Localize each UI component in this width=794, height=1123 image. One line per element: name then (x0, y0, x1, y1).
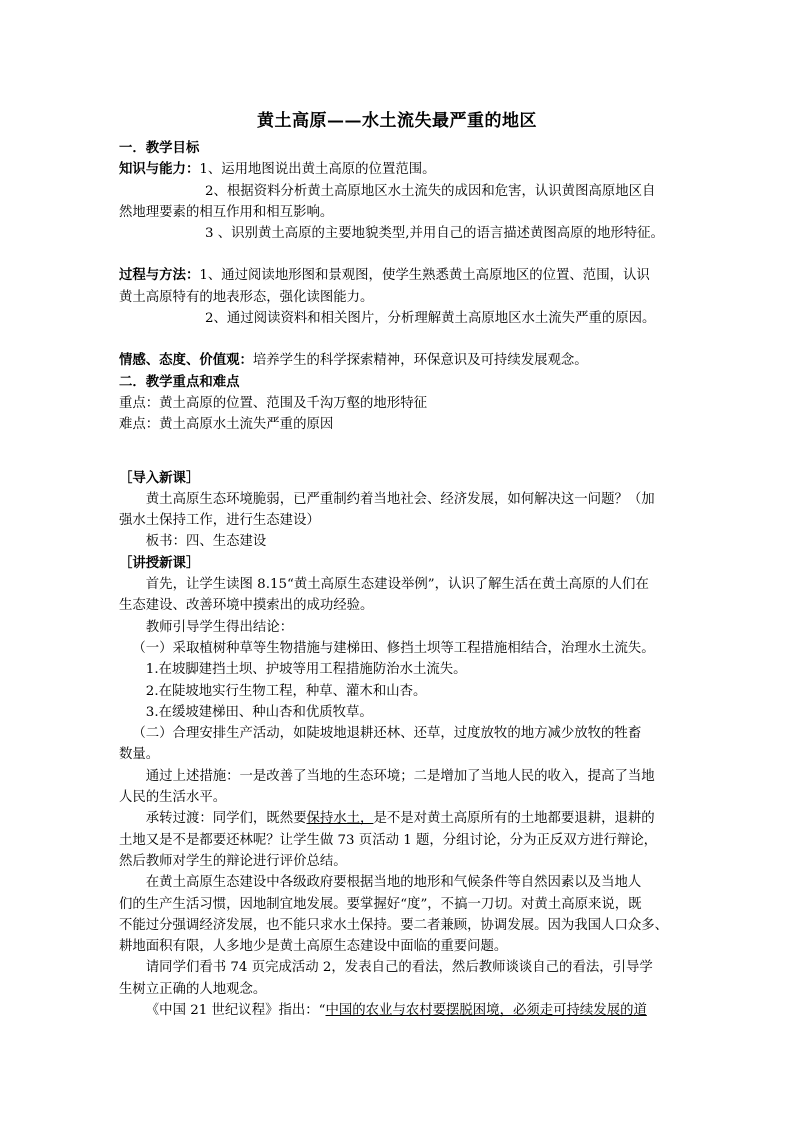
knowledge-item-3: 3 、识别黄土高原的主要地貌类型,并用自己的语言描述黄图高原的地形特征。 (205, 226, 664, 242)
knowledge-item-1: 1、运用地图说出黄土高原的位置范围。 (199, 162, 436, 178)
process-label: 过程与方法： (119, 267, 200, 284)
lecture-line: （一）采取植树种草等生物措施与建梯田、修挡土坝等工程措施相结合，治理水土流失。 (132, 640, 655, 656)
intro-board: 板书：四、生态建设 (145, 534, 267, 550)
intro-para-1: 黄土高原生态环境脆弱，已严重制约着当地社会、经济发展，如何解决这一问题？（加 (145, 491, 655, 507)
transition-text: 承转过渡：同学们，既然要 (145, 811, 307, 827)
activity-line: 生树立正确的人地观念。 (119, 981, 267, 997)
knowledge-label: 知识与能力： (119, 161, 200, 178)
spacer (119, 436, 677, 468)
lecture-line: 3.在缓坡建梯田、种山杏和优质牧草。 (145, 704, 373, 720)
process-item-1-cont: 黄土高原特有的地表形态，强化读图能力。 (119, 289, 374, 305)
emotion-label: 情感、态度、价值观： (119, 352, 253, 369)
process-line-1 (119, 265, 677, 286)
transition-underlined: 保持水土， (306, 811, 374, 827)
lecture-line: （二）合理安排生产活动，如陡坡地退耕还林、还草，过度放牧的地方减少放牧的牲畜 (132, 726, 642, 742)
lecture-heading: ［讲授新课］ (119, 554, 200, 571)
document-title: 黄土高原——水土流失最严重的地区 (257, 111, 537, 131)
intro-heading: ［导入新课］ (119, 469, 200, 486)
transition-line-3: 然后教师对学生的辩论进行评价总结。 (119, 853, 347, 869)
lecture-line: 首先，让学生读图 8.15“黄土高原生态建设举例”，认识了解生活在黄土高原的人们在 (145, 577, 649, 593)
eco-line: 耕地面积有限，人多地少是黄土高原生态建设中面临的重要问题。 (119, 939, 508, 955)
lecture-line: 人民的生活水平。 (119, 790, 227, 806)
lecture-line: 数量。 (119, 747, 160, 763)
eco-line: 们的生产生活习惯，因地制宜地发展。要掌握好“度”，不搞一刀切。对黄土高原来说，既 (119, 896, 642, 912)
section-heading-keypoints: 二．教学重点和难点 (119, 373, 240, 390)
difficult-point: 难点：黄土高原水土流失严重的原因 (119, 417, 334, 433)
lecture-line: 通过上述措施：一是改善了当地的生态环境；二是增加了当地人民的收入，提高了当地 (145, 768, 655, 784)
spacer (119, 329, 677, 350)
lecture-line: 生态建设、改善环境中摸索出的成功经验。 (119, 598, 374, 614)
lecture-line: 2.在陡坡地实行生物工程，种草、灌木和山杏。 (145, 683, 427, 699)
spacer (119, 244, 677, 265)
eco-line: 在黄土高原生态建设中各级政府要根据当地的地形和气候条件等自然因素以及当地人 (145, 875, 642, 891)
knowledge-item-2: 2、根据资料分析黄土高原地区水土流失的成因和危害，认识黄图高原地区自 (205, 183, 656, 199)
transition-line-1 (119, 808, 677, 829)
transition-line-2: 土地又是不是都要还林呢？让学生做 73 页活动 1 题，分组讨论，分为正反双方进行辩论， (119, 832, 658, 848)
intro-para-1-cont: 强水土保持工作，进行生态建设） (119, 513, 320, 529)
knowledge-item-2-cont: 然地理要素的相互作用和相互影响。 (119, 204, 334, 220)
process-item-2: 2、通过阅读资料和相关图片，分析理解黄土高原地区水土流失严重的原因。 (205, 311, 656, 327)
agenda-underlined: 中国的农业与农村要摆脱困境，必须走可持续发展的道 (325, 1002, 647, 1018)
lecture-line: 教师引导学生得出结论： (145, 619, 294, 635)
emotion-line (119, 350, 677, 371)
transition-text: 是不是对黄土高原所有的土地都要退耕，退耕的 (373, 811, 655, 827)
lecture-line: 1.在坡脚建挡土坝、护坡等用工程措施防治水土流失。 (145, 662, 467, 678)
knowledge-line-1 (119, 159, 677, 180)
key-point: 重点：黄土高原的位置、范围及千沟万壑的地形特征 (119, 395, 427, 411)
process-item-1: 1、通过阅读地形图和景观图，使学生熟悉黄土高原地区的位置、范围，认识 (199, 268, 650, 284)
document-body (119, 138, 677, 1021)
eco-line: 不能过分强调经济发展，也不能只求水土保持。要二者兼顾，协调发展。因为我国人口众多、 (119, 917, 669, 933)
section-heading-objectives: 一．教学目标 (119, 140, 200, 156)
agenda-line (119, 1000, 677, 1021)
activity-line: 请同学们看书 74 页完成活动 2，发表自己的看法，然后教师谈谈自己的看法，引导学 (145, 960, 653, 976)
emotion-text: 培养学生的科学探索精神，环保意识及可持续发展观念。 (252, 353, 588, 369)
agenda-text: 《中国 21 世纪议程》指出：“ (145, 1002, 326, 1018)
